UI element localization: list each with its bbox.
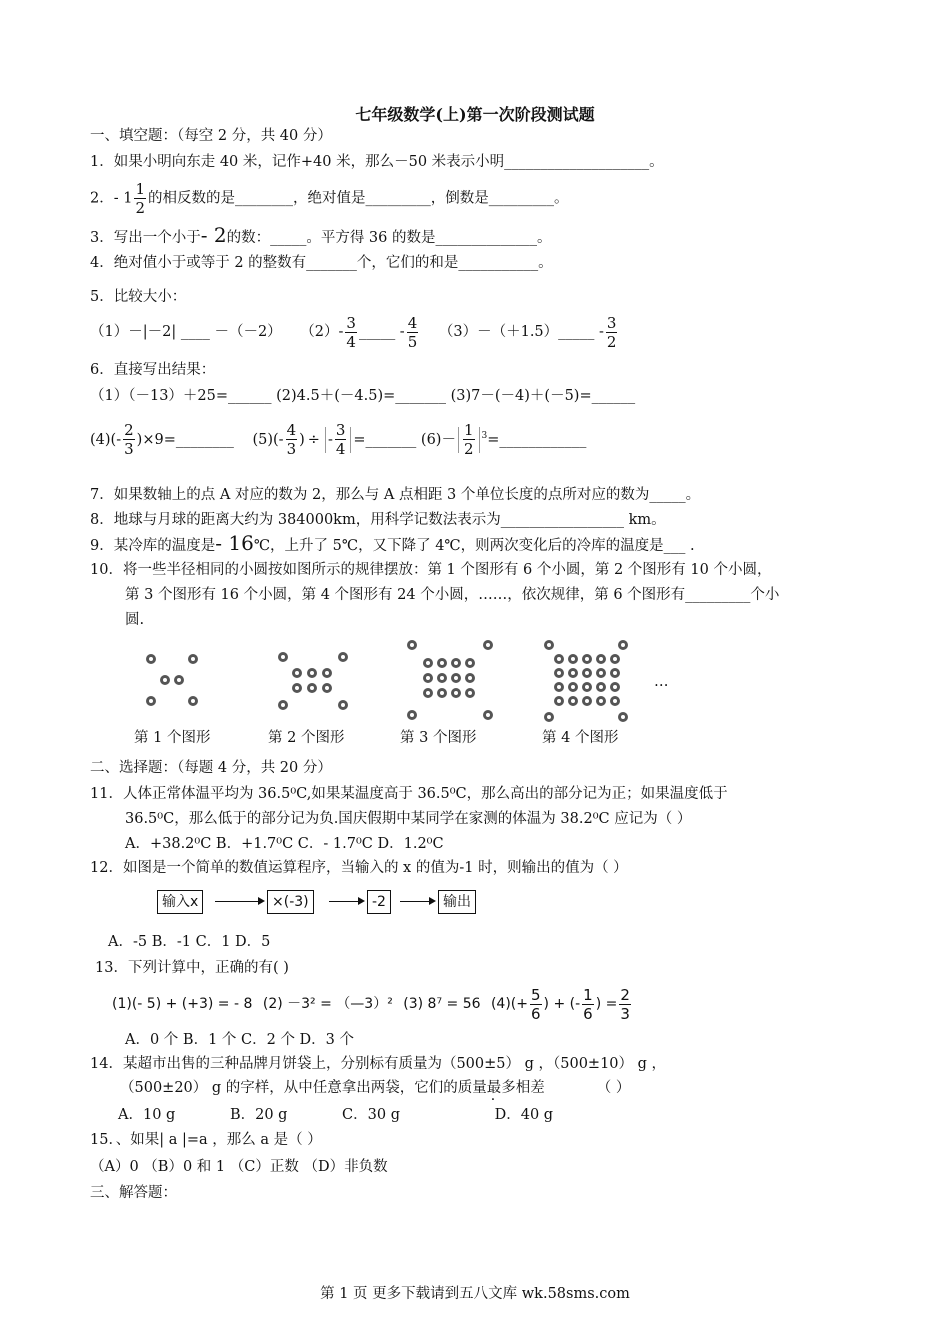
- question-2-minus: - 1: [113, 190, 133, 207]
- question-13-expressions: [112, 982, 633, 1026]
- circle: [278, 652, 288, 662]
- circle: [437, 688, 447, 698]
- circle: [423, 688, 433, 698]
- question-1: 1．如果小明向东走 40 米，记作+40 米，那么－50 米表示小明____________________。: [90, 154, 664, 170]
- q14-option-b: B．20 g: [229, 1107, 288, 1123]
- denominator: 4: [335, 440, 346, 459]
- circle: [554, 654, 564, 664]
- circle: [582, 696, 592, 706]
- figure-caption-4: 第 4 个图形: [542, 730, 619, 746]
- circle: [618, 712, 628, 722]
- circle: [451, 673, 461, 683]
- q6-5-blank: =_______: [353, 431, 417, 448]
- page-title: 七年级数学(上)第一次阶段测试题: [355, 105, 595, 124]
- circle: [338, 700, 348, 710]
- question-2: [90, 180, 569, 217]
- circle: [292, 668, 302, 678]
- question-7: 7．如果数轴上的点 A 对应的数为 2，那么与 A 点相距 3 个单位长度的点所对应的数为_____。: [90, 487, 701, 503]
- circle: [610, 696, 620, 706]
- circle: [407, 710, 417, 720]
- numerator: 4: [407, 313, 418, 332]
- circle: [174, 675, 184, 685]
- circle: [483, 710, 493, 720]
- flow-arrow: [400, 901, 434, 902]
- q5-item-2-fraction-1: [345, 314, 357, 351]
- circle: [554, 682, 564, 692]
- figure-ellipsis: …: [654, 674, 669, 690]
- question-14-options: [118, 1105, 553, 1125]
- circle: [146, 696, 156, 706]
- q13-expr-4-mid: ) + (-: [543, 996, 581, 1012]
- question-3-prefix: 3．写出一个小于: [90, 230, 201, 246]
- question-3-text: 的数：_____。平方得 36 的数是______________。: [226, 230, 552, 246]
- question-5-items: [90, 312, 619, 352]
- circle-pattern-figure-3: [403, 640, 503, 722]
- numerator: 3: [346, 313, 356, 332]
- numerator: 1: [463, 421, 474, 440]
- q14-option-d: D．40 g: [494, 1107, 554, 1123]
- q6-5-fraction-2: [335, 421, 347, 458]
- circle: [568, 696, 578, 706]
- q6-6-prefix: (6)－: [420, 431, 456, 448]
- question-11-line-1: 11．人体正常体温平均为 36.5⁰C,如果某温度高于 36.5⁰C，那么高出的部分记为正；如果温度低于: [90, 786, 728, 802]
- q5-item-2-mid: _____ -: [358, 324, 405, 340]
- q6-5-mid: ): [299, 431, 305, 448]
- question-15-options: （A）0 （B）0 和 1 （C）正数 （D）非负数: [90, 1159, 388, 1175]
- circle: [451, 658, 461, 668]
- q14-emphasis-text: 最多: [486, 1080, 516, 1096]
- bracket-bar: [479, 427, 480, 453]
- q13-expr-3: (3) 8⁷ = 56: [403, 996, 481, 1012]
- q13-expr-2: (2) －3² = （—3）²: [262, 996, 393, 1012]
- q14-answer-blank: （ ）: [596, 1080, 631, 1096]
- q13-expr-4-prefix: (4)(+: [490, 996, 528, 1012]
- circle: [437, 658, 447, 668]
- section-2-heading: 二、选择题：（每题 4 分，共 20 分）: [90, 760, 332, 776]
- q6-5-divide: ÷: [307, 431, 320, 448]
- circle: [618, 640, 628, 650]
- circle: [582, 668, 592, 678]
- q5-item-3-prefix: （3）－（＋1.5）_____ -: [438, 324, 604, 340]
- circle: [322, 683, 332, 693]
- circle: [596, 654, 606, 664]
- circle: [568, 682, 578, 692]
- bracket-bar: [458, 427, 459, 453]
- q13-expr-4-fraction-2: [582, 986, 594, 1023]
- question-9-text: ℃，上升了 5℃，又下降了 4℃，则两次变化后的冷库的温度是___ .: [253, 538, 695, 554]
- circle: [610, 682, 620, 692]
- numerator: 3: [606, 313, 617, 332]
- question-9: [90, 533, 695, 556]
- circle: [554, 668, 564, 678]
- numerator: 1: [583, 985, 593, 1004]
- q14-line-2-text: （500±20） g 的字样，从中任意拿出两袋，它们的质量: [120, 1080, 487, 1096]
- circle: [188, 696, 198, 706]
- question-6-row-1: （1）（－13）＋25=______ (2)4.5＋(－4.5)=_______ (3)7－(－4)＋(－5)=______: [90, 388, 636, 404]
- q5-item-1: （1）－|－2| ____ －（－2）: [90, 324, 282, 340]
- denominator: 2: [463, 440, 474, 459]
- question-6: 6．直接写出结果：: [90, 362, 216, 378]
- circle: [596, 668, 606, 678]
- flow-arrow: [329, 901, 363, 902]
- q13-expr-4-fraction-3: [619, 986, 631, 1023]
- circle: [292, 683, 302, 693]
- q6-6-fraction: [463, 421, 475, 458]
- flow-subtract-box: -2: [367, 890, 391, 914]
- circle: [437, 673, 447, 683]
- q5-item-3-fraction: [606, 314, 618, 351]
- denominator: 2: [606, 332, 617, 351]
- circle: [465, 688, 475, 698]
- denominator: 3: [124, 440, 134, 459]
- q6-4-blank: =________: [163, 431, 234, 448]
- question-9-prefix: 9．某冷库的温度是: [90, 538, 216, 554]
- question-12-options: A．-5 B．-1 C．1 D．5: [108, 934, 271, 950]
- circle: [544, 712, 554, 722]
- circle-pattern-figure-1: [140, 640, 210, 715]
- question-13-options: A．0 个 B．1 个 C．2 个 D．3 个: [125, 1032, 355, 1048]
- question-2-text: 的相反数的是________，绝对值是_________，倒数是_________。: [148, 190, 569, 207]
- circle: [582, 654, 592, 664]
- question-11-options: A．+38.2⁰C B．+1.7⁰C C．- 1.7⁰C D．1.2⁰C: [125, 836, 444, 852]
- circle: [146, 654, 156, 664]
- question-5: 5．比较大小：: [90, 289, 187, 305]
- circle: [465, 673, 475, 683]
- circle: [423, 658, 433, 668]
- q5-item-2-prefix: （2）-: [300, 324, 344, 340]
- circle: [307, 683, 317, 693]
- q14-option-a: A．10 g: [118, 1107, 176, 1123]
- flow-input-box: 输入x: [157, 890, 203, 914]
- circle: [544, 640, 554, 650]
- numerator: 3: [335, 421, 346, 440]
- q14-line-2-text-end: 相差: [515, 1080, 545, 1096]
- question-10-line-2: 第 3 个图形有 16 个小圆，第 4 个图形有 24 个小圆，……，依次规律，第 6 个图形有_________个小: [125, 587, 780, 603]
- q6-4-prefix: (4)(: [90, 431, 117, 448]
- question-10-line-3: 圆.: [125, 612, 145, 628]
- question-10-line-1: 10．将一些半径相同的小圆按如图所示的规律摆放：第 1 个图形有 6 个小圆，第 2 个图形有 10 个小圆，: [90, 562, 772, 578]
- q5-item-2-fraction-2: [407, 314, 419, 351]
- circle: [451, 688, 461, 698]
- circle: [465, 658, 475, 668]
- circle: [554, 696, 564, 706]
- circle: [596, 682, 606, 692]
- numerator: 5: [531, 985, 541, 1004]
- abs-bar: [350, 427, 351, 453]
- question-2-denominator: 2: [135, 199, 146, 217]
- question-2-fraction: [134, 180, 146, 217]
- denominator: 3: [620, 1004, 630, 1023]
- question-14-line-1: 14．某超市出售的三种品牌月饼袋上，分别标有质量为（500±5） g ，（500±10） g ，: [90, 1056, 667, 1072]
- circle: [568, 654, 578, 664]
- circle: [322, 668, 332, 678]
- circle: [483, 640, 493, 650]
- question-3-value: - 2: [200, 223, 227, 247]
- circle: [160, 675, 170, 685]
- circle: [188, 654, 198, 664]
- numerator: 2: [620, 985, 630, 1004]
- circle: [610, 668, 620, 678]
- question-3: [90, 225, 552, 248]
- question-6-row-2: [90, 414, 586, 462]
- q6-4-fraction: [123, 421, 135, 458]
- circle-pattern-figure-2: [272, 640, 362, 720]
- denominator: 6: [583, 1004, 593, 1023]
- q6-5-fraction-1: [286, 421, 298, 458]
- flow-arrow: [215, 901, 263, 902]
- numerator: 4: [286, 421, 297, 440]
- q6-4-sign: -: [116, 431, 122, 448]
- q13-expr-4-fraction-1: [530, 986, 542, 1023]
- circle: [307, 668, 317, 678]
- question-12: 12．如图是一个简单的数值运算程序，当输入的 x 的值为-1 时，则输出的值为（ ）: [90, 860, 628, 876]
- question-13: 13．下列计算中，正确的有( ): [95, 960, 289, 976]
- figure-caption-3: 第 3 个图形: [400, 730, 477, 746]
- q6-5-prefix: (5): [252, 431, 274, 448]
- denominator: 4: [346, 332, 356, 351]
- q6-6-exponent: 3: [481, 431, 488, 441]
- circle: [596, 696, 606, 706]
- circle: [338, 652, 348, 662]
- section-3-heading: 三、解答题：: [90, 1185, 177, 1201]
- circle-pattern-figure-4: [540, 640, 635, 725]
- question-11-line-2: 36.5⁰C，那么低于的部分记为负.国庆假期中某同学在家测的体温为 38.2⁰C 应记为（ ）: [125, 811, 692, 827]
- q6-5-sign: (-: [273, 431, 284, 448]
- question-4: 4．绝对值小于或等于 2 的整数有_______个，它们的和是___________。: [90, 255, 553, 271]
- circle: [278, 700, 288, 710]
- figure-caption-2: 第 2 个图形: [268, 730, 345, 746]
- question-2-number: 2．: [90, 190, 114, 207]
- circle: [568, 668, 578, 678]
- section-1-heading: 一、填空题：（每空 2 分，共 40 分）: [90, 128, 332, 144]
- denominator: 6: [531, 1004, 541, 1023]
- question-14-line-2: [120, 1078, 630, 1098]
- figure-caption-1: 第 1 个图形: [134, 730, 211, 746]
- numerator: 2: [124, 421, 134, 440]
- circle: [610, 654, 620, 664]
- q6-4-post: )×9: [136, 431, 164, 448]
- question-9-value: - 16: [215, 531, 254, 555]
- q13-expr-1: (1)(- 5) + (+3) = - 8: [112, 996, 253, 1012]
- denominator: 3: [286, 440, 297, 459]
- q14-option-c: C．30 g: [342, 1107, 400, 1123]
- q6-5-sign-2: -: [327, 431, 333, 448]
- abs-bar: [325, 427, 326, 453]
- question-15: 15．、如果| a |=a ，那么 a 是（ ）: [90, 1132, 322, 1148]
- circle: [582, 682, 592, 692]
- flow-output-box: 输出: [438, 890, 476, 914]
- q6-6-blank: =____________: [487, 431, 587, 448]
- question-2-numerator: 1: [135, 180, 146, 198]
- denominator: 5: [407, 332, 418, 351]
- circle: [423, 673, 433, 683]
- q13-expr-4-equals: ) =: [595, 996, 618, 1012]
- question-8: 8．地球与月球的距离大约为 384000km，用科学记数法表示为_________________ km。: [90, 512, 666, 528]
- flow-multiply-box: ×(-3): [267, 890, 314, 914]
- circle: [407, 640, 417, 650]
- flowchart: [157, 890, 487, 916]
- page-footer: 第 1 页 更多下载请到五八文库 wk.58sms.com: [320, 1286, 630, 1302]
